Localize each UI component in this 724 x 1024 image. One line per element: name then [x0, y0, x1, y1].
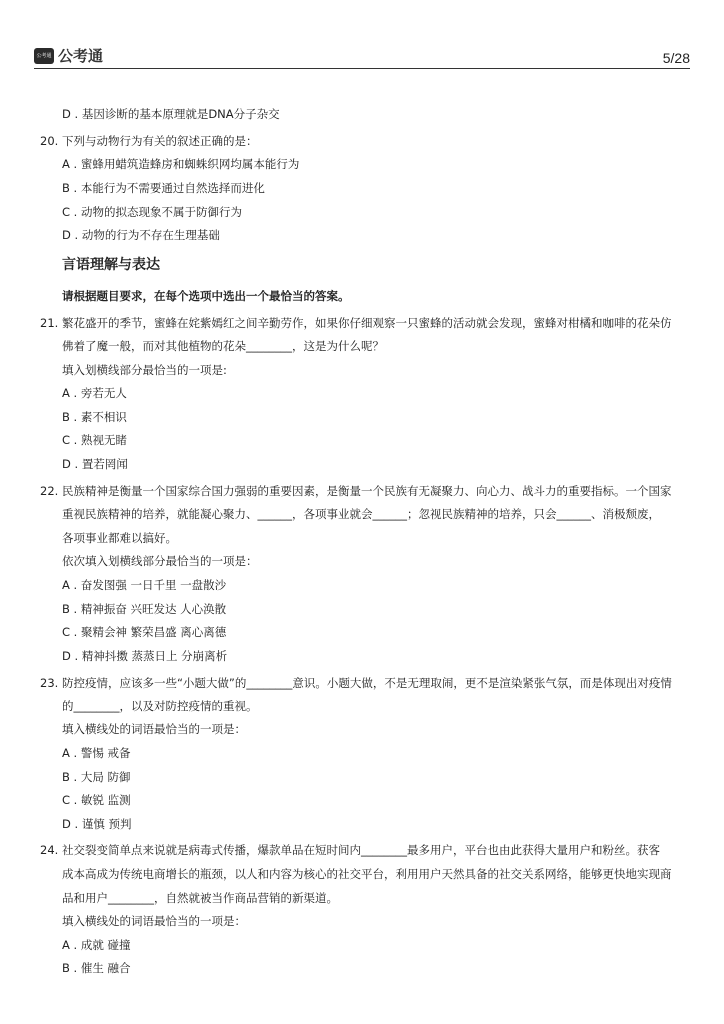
q22-stem-line3: 各项事业都难以搞好。: [62, 531, 177, 545]
q21-option-d: D . 置若罔闻: [62, 457, 128, 471]
q21-option-b: B . 素不相识: [62, 410, 127, 424]
q24-prompt: 填入横线处的词语最恰当的一项是：: [62, 914, 246, 928]
section-instruction: 请根据题目要求，在每个选项中选出一个最恰当的答案。: [62, 289, 350, 303]
q23-option-d: D . 谨慎 预判: [62, 817, 132, 831]
page-header: [34, 42, 690, 69]
q23-option-c: C . 敏锐 监测: [62, 793, 131, 807]
q22-prompt: 依次填入划横线部分最恰当的一项是：: [62, 554, 258, 568]
q23-option-b: B . 大局 防御: [62, 770, 131, 784]
q23-stem-line1: 23. 防控疫情，应该多一些“小题大做”的________意识。小题大做，不是无理取闹，更不是渲染紧张气氛，而是体现出对疫情: [40, 676, 672, 690]
section-title: 言语理解与表达: [62, 257, 160, 273]
q23-stem-line2: 的________，以及对防控疫情的重视。: [62, 699, 258, 713]
logo-text: 公考通: [58, 47, 104, 65]
q22-stem-line1: 22. 民族精神是衡量一个国家综合国力强弱的重要因素，是衡量一个民族有无凝聚力、向心力、战斗力的重要指标。一个国家: [40, 484, 672, 498]
q21-option-a: A . 旁若无人: [62, 386, 127, 400]
q21-prompt: 填入划横线部分最恰当的一项是:: [62, 363, 227, 377]
q22-option-a: A . 奋发图强 一日千里 一盘散沙: [62, 578, 227, 592]
page-number: 5/28: [662, 50, 690, 66]
q22-stem-line2: 重视民族精神的培养，就能凝心聚力、______，各项事业就会______；忽视民族精神的培养，只会______、消极颓废，: [62, 507, 660, 521]
q23-option-a: A . 警惕 戒备: [62, 746, 131, 760]
q20-stem: 20. 下列与动物行为有关的叙述正确的是：: [40, 134, 258, 148]
q22-option-d: D . 精神抖擞 蒸蒸日上 分崩离析: [62, 649, 228, 663]
q24-stem-line2: 成本高成为传统电商增长的瓶颈，以人和内容为核心的社交平台，利用用户天然具备的社交关系网络，能够更快地实现商: [62, 867, 672, 881]
q20-option-c: C . 动物的拟态现象不属于防御行为: [62, 205, 242, 219]
q21-stem-line2: 佛着了魔一般，而对其他植物的花朵________，这是为什么呢？: [62, 339, 384, 353]
q19-option-d: D . 基因诊断的基本原理就是DNA分子杂交: [62, 107, 280, 121]
q20-option-b: B . 本能行为不需要通过自然选择而进化: [62, 181, 265, 195]
q23-prompt: 填入横线处的词语最恰当的一项是：: [62, 722, 246, 736]
logo: [34, 45, 103, 66]
q21-stem-line1: 21. 繁花盛开的季节，蜜蜂在姹紫嫣红之间辛勤劳作，如果你仔细观察一只蜜蜂的活动就会发现，蜜蜂对柑橘和咖啡的花朵仿: [40, 316, 672, 330]
q24-stem-line3: 品和用户________，自然就被当作商品营销的新渠道。: [62, 891, 338, 905]
q21-option-c: C . 熟视无睹: [62, 433, 127, 447]
q22-option-b: B . 精神振奋 兴旺发达 人心涣散: [62, 602, 227, 616]
q20-option-d: D . 动物的行为不存在生理基础: [62, 228, 220, 242]
q24-stem-line1: 24. 社交裂变简单点来说就是病毒式传播，爆款单品在短时间内________最多用户，平台也由此获得大量用户和粉丝。获客: [40, 843, 660, 857]
q24-option-b: B . 催生 融合: [62, 961, 131, 975]
q20-option-a: A . 蜜蜂用蜡筑造蜂房和蜘蛛织网均属本能行为: [62, 157, 300, 171]
q22-option-c: C . 聚精会神 繁荣昌盛 离心离德: [62, 625, 227, 639]
q24-option-a: A . 成就 碰撞: [62, 938, 131, 952]
logo-mark: 公考通: [34, 48, 54, 64]
